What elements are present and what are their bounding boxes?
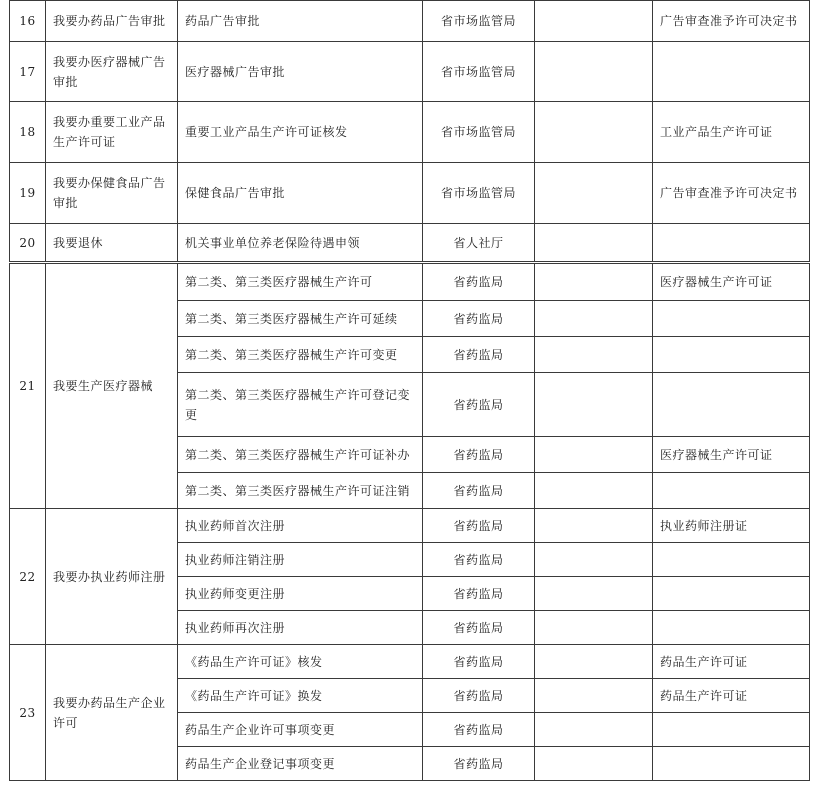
row-number: 21 — [10, 263, 46, 509]
result-document — [653, 337, 810, 373]
service-name: 我要办保健食品广告审批 — [46, 163, 178, 224]
table-row — [10, 102, 810, 163]
result-document — [653, 543, 810, 577]
empty-cell — [535, 747, 653, 781]
empty-cell — [535, 611, 653, 645]
empty-cell — [535, 102, 653, 163]
service-name: 我要办药品广告审批 — [46, 1, 178, 42]
result-document — [653, 301, 810, 337]
empty-cell — [535, 301, 653, 337]
department: 省药监局 — [423, 437, 535, 473]
sub-item: 《药品生产许可证》换发 — [178, 679, 423, 713]
sub-item: 第二类、第三类医疗器械生产许可变更 — [178, 337, 423, 373]
table-row — [10, 224, 810, 263]
empty-cell — [535, 1, 653, 42]
result-document: 医疗器械生产许可证 — [653, 263, 810, 301]
empty-cell — [535, 679, 653, 713]
department: 省药监局 — [423, 509, 535, 543]
result-document: 工业产品生产许可证 — [653, 102, 810, 163]
row-number: 20 — [10, 224, 46, 263]
empty-cell — [535, 337, 653, 373]
table-row — [10, 1, 810, 42]
result-document: 药品生产许可证 — [653, 679, 810, 713]
sub-item: 药品广告审批 — [178, 1, 423, 42]
row-number: 16 — [10, 1, 46, 42]
empty-cell — [535, 713, 653, 747]
row-number: 17 — [10, 42, 46, 102]
service-name: 我要办药品生产企业许可 — [46, 645, 178, 781]
row-number: 18 — [10, 102, 46, 163]
sub-item: 第二类、第三类医疗器械生产许可登记变更 — [178, 373, 423, 437]
result-document: 执业药师注册证 — [653, 509, 810, 543]
sub-item: 第二类、第三类医疗器械生产许可证补办 — [178, 437, 423, 473]
sub-item: 《药品生产许可证》核发 — [178, 645, 423, 679]
service-name: 我要办重要工业产品生产许可证 — [46, 102, 178, 163]
department: 省药监局 — [423, 373, 535, 437]
row-number: 19 — [10, 163, 46, 224]
empty-cell — [535, 509, 653, 543]
sub-item: 机关事业单位养老保险待遇申领 — [178, 224, 423, 263]
table-row — [10, 263, 810, 301]
sub-item: 保健食品广告审批 — [178, 163, 423, 224]
sub-item: 药品生产企业许可事项变更 — [178, 713, 423, 747]
table-row — [10, 509, 810, 543]
empty-cell — [535, 163, 653, 224]
empty-cell — [535, 437, 653, 473]
department: 省药监局 — [423, 473, 535, 509]
department: 省药监局 — [423, 263, 535, 301]
empty-cell — [535, 645, 653, 679]
service-name: 我要办执业药师注册 — [46, 509, 178, 645]
table-row — [10, 42, 810, 102]
row-number: 22 — [10, 509, 46, 645]
empty-cell — [535, 263, 653, 301]
result-document: 广告审查准予许可决定书 — [653, 163, 810, 224]
service-name: 我要退休 — [46, 224, 178, 263]
result-document — [653, 611, 810, 645]
department: 省市场监管局 — [423, 163, 535, 224]
department: 省药监局 — [423, 747, 535, 781]
sub-item: 执业药师变更注册 — [178, 577, 423, 611]
sub-item: 重要工业产品生产许可证核发 — [178, 102, 423, 163]
table-row — [10, 163, 810, 224]
result-document: 广告审查准予许可决定书 — [653, 1, 810, 42]
department: 省药监局 — [423, 337, 535, 373]
empty-cell — [535, 224, 653, 263]
result-document — [653, 373, 810, 437]
result-document: 医疗器械生产许可证 — [653, 437, 810, 473]
table-body — [10, 1, 810, 781]
service-name: 我要生产医疗器械 — [46, 263, 178, 509]
result-document — [653, 473, 810, 509]
sub-item: 第二类、第三类医疗器械生产许可延续 — [178, 301, 423, 337]
result-document — [653, 42, 810, 102]
sub-item: 第二类、第三类医疗器械生产许可证注销 — [178, 473, 423, 509]
department: 省市场监管局 — [423, 42, 535, 102]
sub-item: 执业药师再次注册 — [178, 611, 423, 645]
service-items-table — [9, 0, 810, 781]
empty-cell — [535, 543, 653, 577]
result-document: 药品生产许可证 — [653, 645, 810, 679]
sub-item: 执业药师注销注册 — [178, 543, 423, 577]
department: 省药监局 — [423, 577, 535, 611]
department: 省人社厅 — [423, 224, 535, 263]
empty-cell — [535, 373, 653, 437]
department: 省市场监管局 — [423, 1, 535, 42]
department: 省药监局 — [423, 679, 535, 713]
result-document — [653, 713, 810, 747]
department: 省药监局 — [423, 301, 535, 337]
service-name: 我要办医疗器械广告审批 — [46, 42, 178, 102]
department: 省药监局 — [423, 611, 535, 645]
empty-cell — [535, 42, 653, 102]
sub-item: 第二类、第三类医疗器械生产许可 — [178, 263, 423, 301]
row-number: 23 — [10, 645, 46, 781]
sub-item: 执业药师首次注册 — [178, 509, 423, 543]
department: 省药监局 — [423, 645, 535, 679]
table-row — [10, 645, 810, 679]
sub-item: 药品生产企业登记事项变更 — [178, 747, 423, 781]
department: 省市场监管局 — [423, 102, 535, 163]
department: 省药监局 — [423, 713, 535, 747]
result-document — [653, 224, 810, 263]
empty-cell — [535, 577, 653, 611]
empty-cell — [535, 473, 653, 509]
department: 省药监局 — [423, 543, 535, 577]
result-document — [653, 747, 810, 781]
result-document — [653, 577, 810, 611]
sub-item: 医疗器械广告审批 — [178, 42, 423, 102]
